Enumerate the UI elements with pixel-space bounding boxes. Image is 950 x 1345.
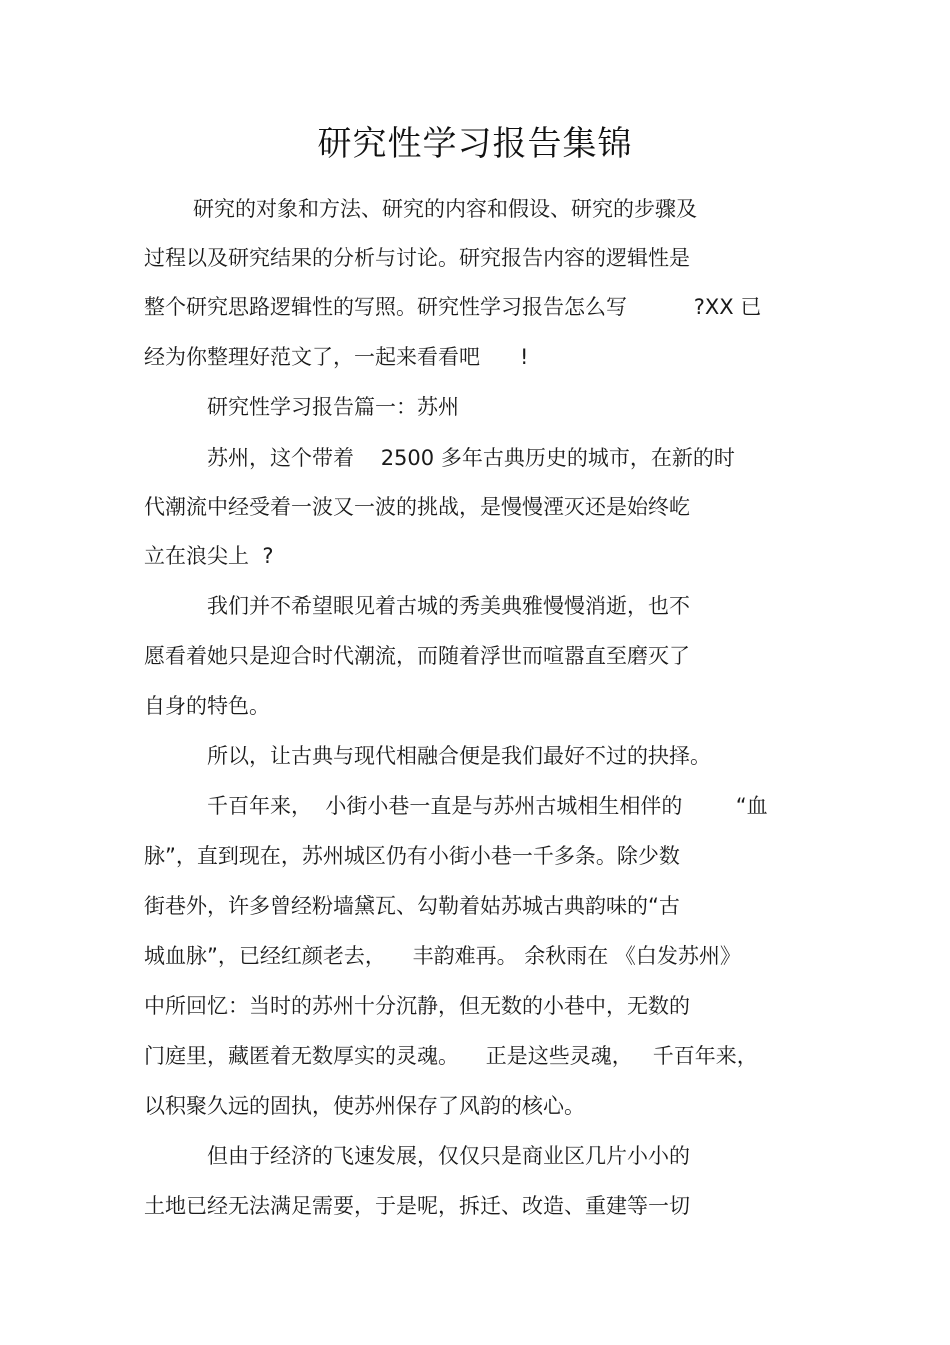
text-line: 愿看着她只是迎合时代潮流，而随着浮世而喧嚣直至磨灭了 (144, 644, 690, 668)
text-line: 自身的特色。 (144, 694, 270, 718)
text-line: 脉”，直到现在，苏州城区仍有小街小巷一千多条。除少数 (144, 844, 680, 868)
text-line: 代潮流中经受着一波又一波的挑战，是慢慢湮灭还是始终屹 (144, 495, 690, 519)
text-line: 街巷外，许多曾经粉墙黛瓦、勾勒着姑苏城古典韵味的“古 (144, 894, 680, 918)
text-line: 城血脉”，已经红颜老去， 丰韵难再。 余秋雨在 《白发苏州》 (144, 944, 741, 968)
text-line: 千百年来， 小街小巷一直是与苏州古城相生相伴的 “血 (207, 794, 768, 818)
text-line: 立在浪尖上 ? (144, 544, 274, 568)
section-heading: 研究性学习报告篇一：苏州 (207, 395, 459, 419)
text-line: 以积聚久远的固执，使苏州保存了风韵的核心。 (144, 1094, 585, 1118)
document-title: 研究性学习报告集锦 (317, 124, 633, 164)
text-line: 但由于经济的飞速发展，仅仅只是商业区几片小小的 (207, 1144, 690, 1168)
text-line: 我们并不希望眼见着古城的秀美典雅慢慢消逝，也不 (207, 594, 690, 618)
text-line: 过程以及研究结果的分析与讨论。研究报告内容的逻辑性是 (144, 246, 690, 270)
text-line: 中所回忆：当时的苏州十分沉静，但无数的小巷中，无数的 (144, 994, 690, 1018)
text-line: 研究的对象和方法、研究的内容和假设、研究的步骤及 (193, 197, 697, 221)
text-line: 经为你整理好范文了，一起来看看吧 ! (144, 345, 529, 369)
text-line: 土地已经无法满足需要，于是呢，拆迁、改造、重建等一切 (144, 1194, 690, 1218)
text-line: 苏州，这个带着 2500 多年古典历史的城市，在新的时 (207, 446, 735, 470)
text-line: 门庭里，藏匿着无数厚实的灵魂。 正是这些灵魂， 千百年来， (144, 1044, 758, 1068)
text-line: 整个研究思路逻辑性的写照。研究性学习报告怎么写 ?XX 已 (144, 295, 762, 319)
text-line: 所以，让古典与现代相融合便是我们最好不过的抉择。 (207, 744, 711, 768)
